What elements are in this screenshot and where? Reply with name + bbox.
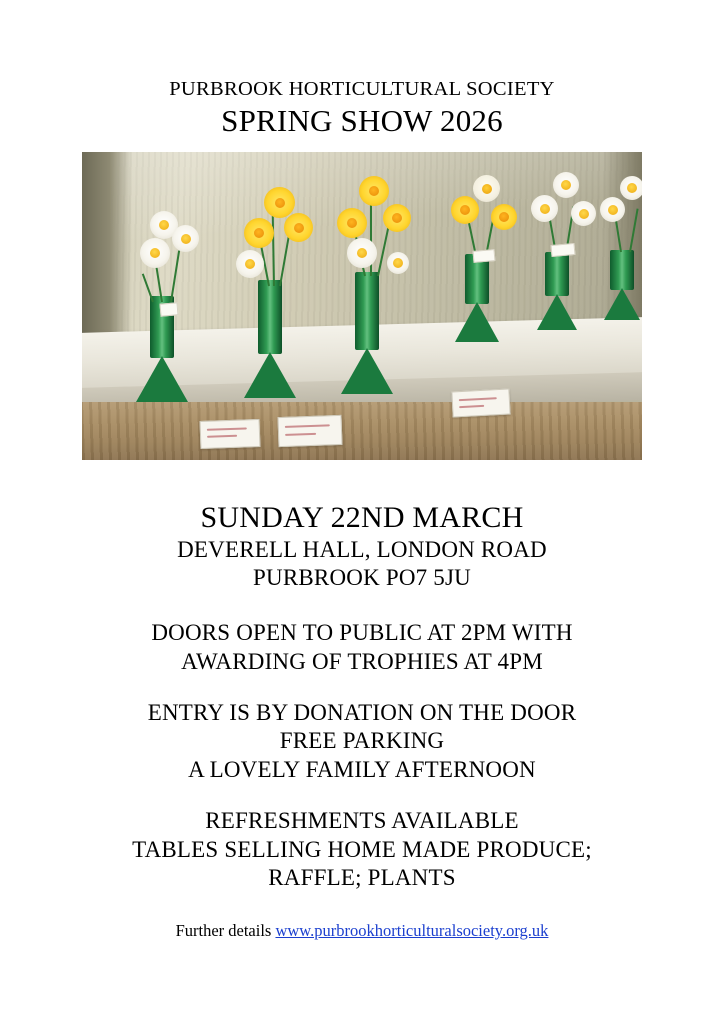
daffodil-bloom xyxy=(337,208,367,238)
refreshments-line-3: RAFFLE; PLANTS xyxy=(268,865,456,891)
daffodil-bloom xyxy=(284,213,313,242)
doors-block xyxy=(0,619,724,677)
date-line: SUNDAY 22ND MARCH xyxy=(200,501,524,535)
photo-table xyxy=(82,402,642,461)
entry-line-1: ENTRY IS BY DONATION ON THE DOOR xyxy=(147,699,577,725)
daffodil-bloom xyxy=(620,176,642,200)
society-name: PURBROOK HORTICULTURAL SOCIETY xyxy=(169,78,555,100)
exhibit-card xyxy=(200,419,261,449)
refreshments-block xyxy=(0,807,724,893)
entry-line-2: FREE PARKING xyxy=(279,728,445,754)
daffodil-bloom xyxy=(140,238,170,268)
spacer xyxy=(0,593,724,619)
refreshments-line-1: REFRESHMENTS AVAILABLE xyxy=(205,807,519,833)
venue-line-1: DEVERELL HALL, LONDON ROAD xyxy=(177,536,547,562)
date-venue-block xyxy=(0,500,724,593)
daffodil-bloom xyxy=(553,172,579,198)
show-photo xyxy=(82,152,642,460)
daffodil-bloom xyxy=(172,225,199,252)
daffodil-bloom xyxy=(491,204,517,230)
exhibit-tag xyxy=(159,302,178,317)
doors-line-2: AWARDING OF TROPHIES AT 4PM xyxy=(181,648,543,674)
footer xyxy=(0,921,724,941)
exhibit-tag xyxy=(551,243,576,257)
doors-line-1: DOORS OPEN TO PUBLIC AT 2PM WITH xyxy=(151,620,573,646)
venue-line-2: PURBROOK PO7 5JU xyxy=(253,565,471,591)
photo-scene xyxy=(82,152,642,460)
exhibit-tag xyxy=(473,249,496,263)
website-link[interactable]: www.purbrookhorticulturalsociety.org.uk xyxy=(275,921,549,941)
poster-details xyxy=(0,500,724,941)
daffodil-bloom xyxy=(244,218,274,248)
daffodil-bloom xyxy=(383,204,411,232)
spacer xyxy=(0,785,724,807)
footer-prefix: Further details xyxy=(175,921,276,941)
entry-block xyxy=(0,699,724,785)
daffodil-bloom xyxy=(531,195,558,222)
spacer xyxy=(0,677,724,699)
daffodil-bloom xyxy=(473,175,500,202)
entry-line-3: A LOVELY FAMILY AFTERNOON xyxy=(188,757,536,783)
daffodil-bloom xyxy=(359,176,389,206)
daffodil-bloom xyxy=(451,196,479,224)
daffodil-bloom xyxy=(347,238,377,268)
daffodil-bloom xyxy=(236,250,264,278)
exhibit-card xyxy=(277,415,342,447)
exhibit-card xyxy=(451,389,510,418)
photo-left-shadow xyxy=(82,152,132,355)
refreshments-line-2: TABLES SELLING HOME MADE PRODUCE; xyxy=(132,836,592,862)
daffodil-bloom xyxy=(264,187,295,218)
page-title: SPRING SHOW 2026 xyxy=(221,102,503,138)
